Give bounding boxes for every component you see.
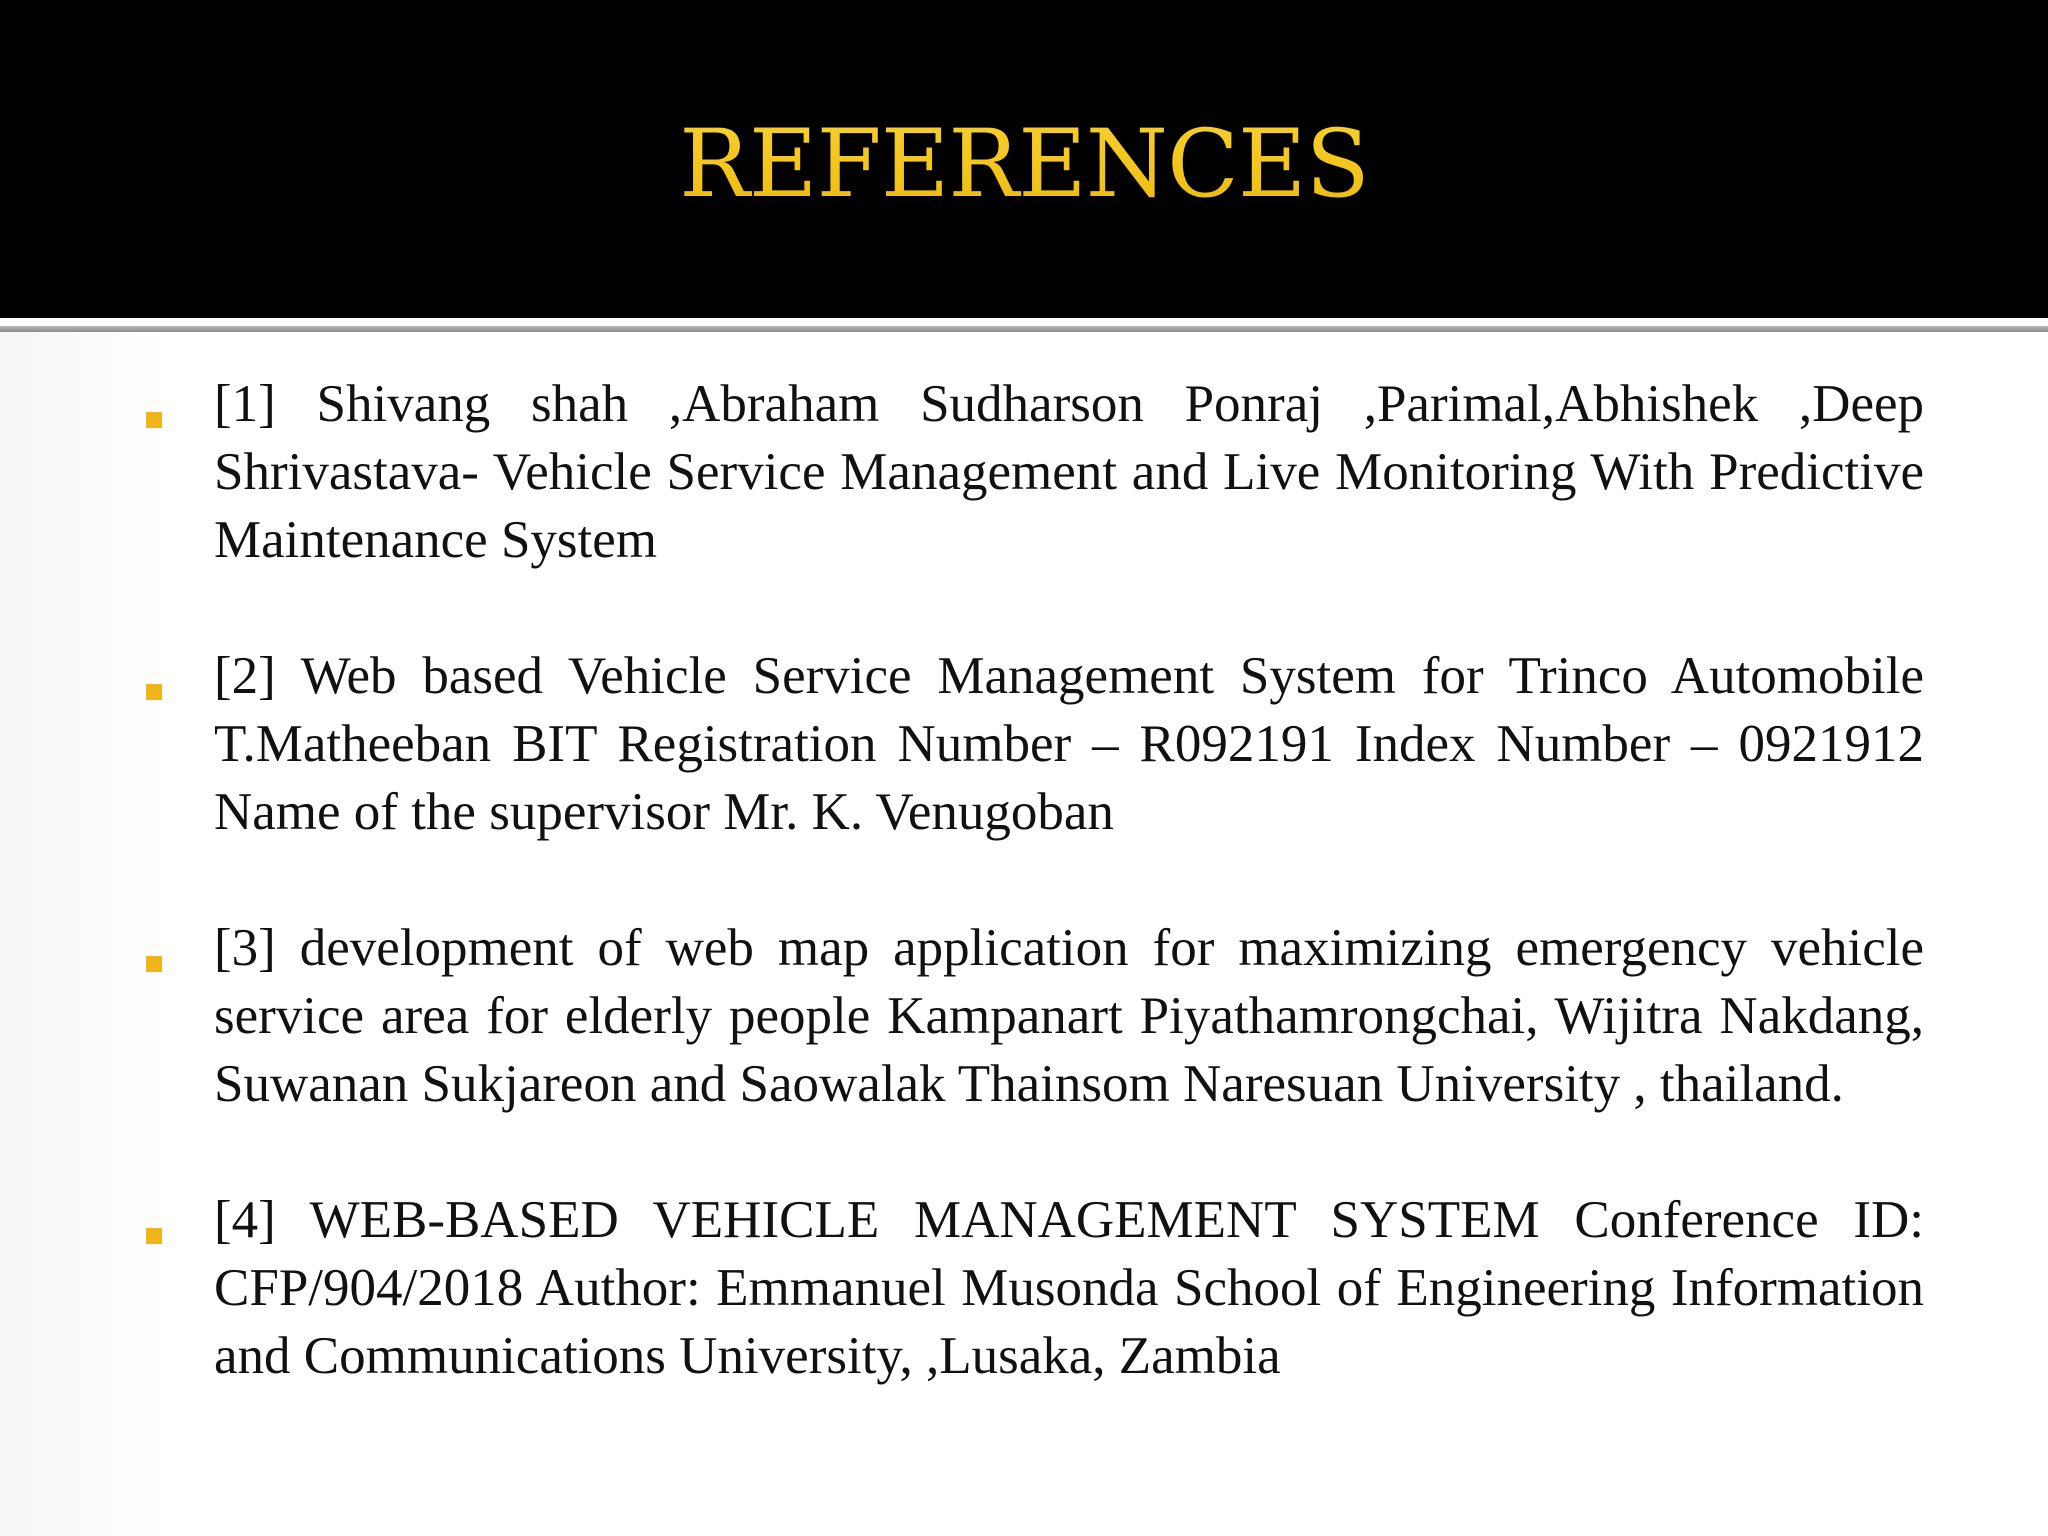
slide-title: REFERENCES: [0, 0, 2048, 318]
reference-item-3: [0, 914, 2048, 1118]
title-divider-shadow: [0, 326, 2048, 332]
square-bullet-icon: [146, 1228, 162, 1244]
reference-item-1: [0, 370, 2048, 574]
square-bullet-icon: [146, 412, 162, 428]
square-bullet-icon: [146, 684, 162, 700]
reference-text: [4] WEB-BASED VEHICLE MANAGEMENT SYSTEM Conference ID: CFP/904/2018 Author: Emmanuel Musonda School of Engineering Information and Communications University, ,Lusaka, Zambia: [214, 1191, 1924, 1385]
reference-text: [1] Shivang shah ,Abraham Sudharson Ponraj ,Parimal,Abhishek ,Deep Shrivastava- Vehicle Service Management and Live Monitoring With Predictive Maintenance System: [214, 375, 1924, 569]
reference-list: [0, 370, 2048, 1458]
title-divider-light: [0, 318, 2048, 326]
square-bullet-icon: [146, 956, 162, 972]
reference-text: [3] development of web map application for maximizing emergency vehicle service area for elderly people Kampanart Piyathamrongchai, Wijitra Nakdang, Suwanan Sukjareon and Saowalak Thainsom Naresuan University , thailand.: [214, 919, 1924, 1113]
reference-item-4: [0, 1186, 2048, 1390]
reference-item-2: [0, 642, 2048, 846]
reference-text: [2] Web based Vehicle Service Management System for Trinco Automobile T.Matheeban BIT Registration Number – R092191 Index Number – 0921912 Name of the supervisor Mr. K. Venugoban: [214, 647, 1924, 841]
